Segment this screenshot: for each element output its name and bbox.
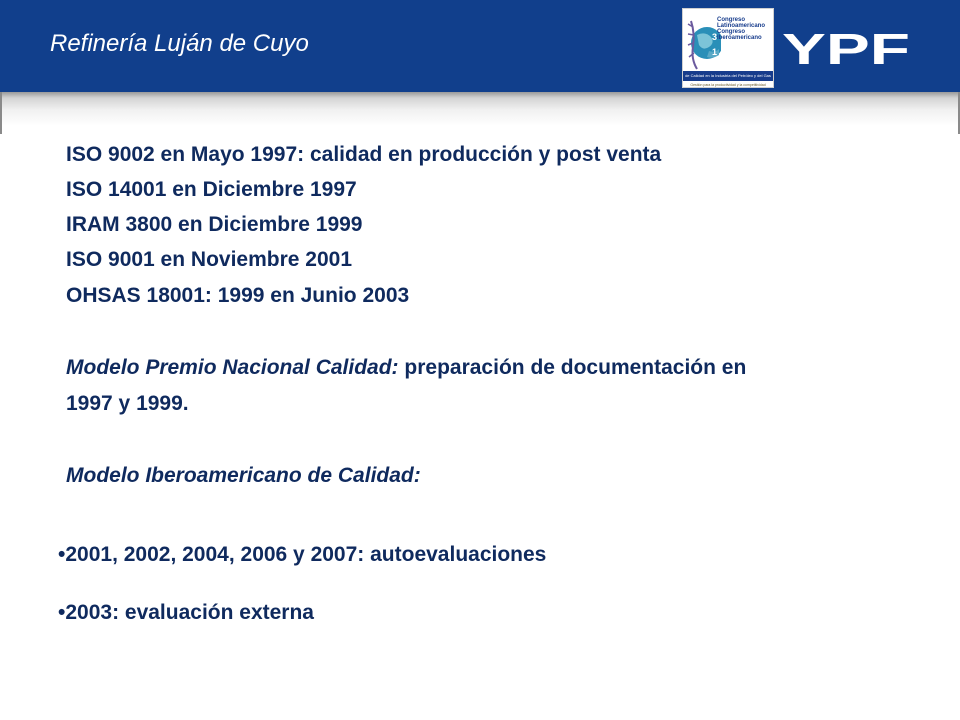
congress-logo-line: Congreso <box>717 29 746 35</box>
bullet-item: •2003: evaluación externa <box>58 601 314 624</box>
congress-logo-band: de Calidad en la Industria del Petróleo y del Gas <box>683 71 773 81</box>
certification-item: ISO 9001 en Noviembre 2001 <box>66 248 352 271</box>
page-title: Refinería Luján de Cuyo <box>50 30 309 57</box>
premio-text-continued: 1997 y 1999. <box>66 392 189 415</box>
premio-label: Modelo Premio Nacional Calidad: <box>66 356 399 379</box>
congress-logo-line: Latinoamericano <box>717 23 766 29</box>
iberoamericano-label: Modelo Iberoamericano de Calidad: <box>66 464 421 487</box>
iberoamericano-paragraph <box>66 464 421 488</box>
certification-item: OHSAS 18001: 1999 en Junio 2003 <box>66 284 410 307</box>
congress-logo-line: Congreso <box>717 17 746 23</box>
congress-logo-line: Iberoamericano <box>717 35 762 41</box>
certification-item: ISO 14001 en Diciembre 1997 <box>66 178 357 201</box>
bullet-item: •2001, 2002, 2004, 2006 y 2007: autoevaluaciones <box>58 543 547 566</box>
svg-text:1: 1 <box>712 47 718 57</box>
certification-item: IRAM 3800 en Diciembre 1999 <box>66 213 363 236</box>
svg-text:3: 3 <box>712 32 718 42</box>
premio-text: preparación de documentación en <box>398 356 747 379</box>
ypf-logo-text: YPF <box>782 26 910 70</box>
congress-logo-subtitle: Gestión para la productividad y la competitividad <box>690 83 766 87</box>
certification-item: ISO 9002 en Mayo 1997: calidad en producción y post venta <box>66 143 662 166</box>
premio-paragraph <box>66 356 746 380</box>
